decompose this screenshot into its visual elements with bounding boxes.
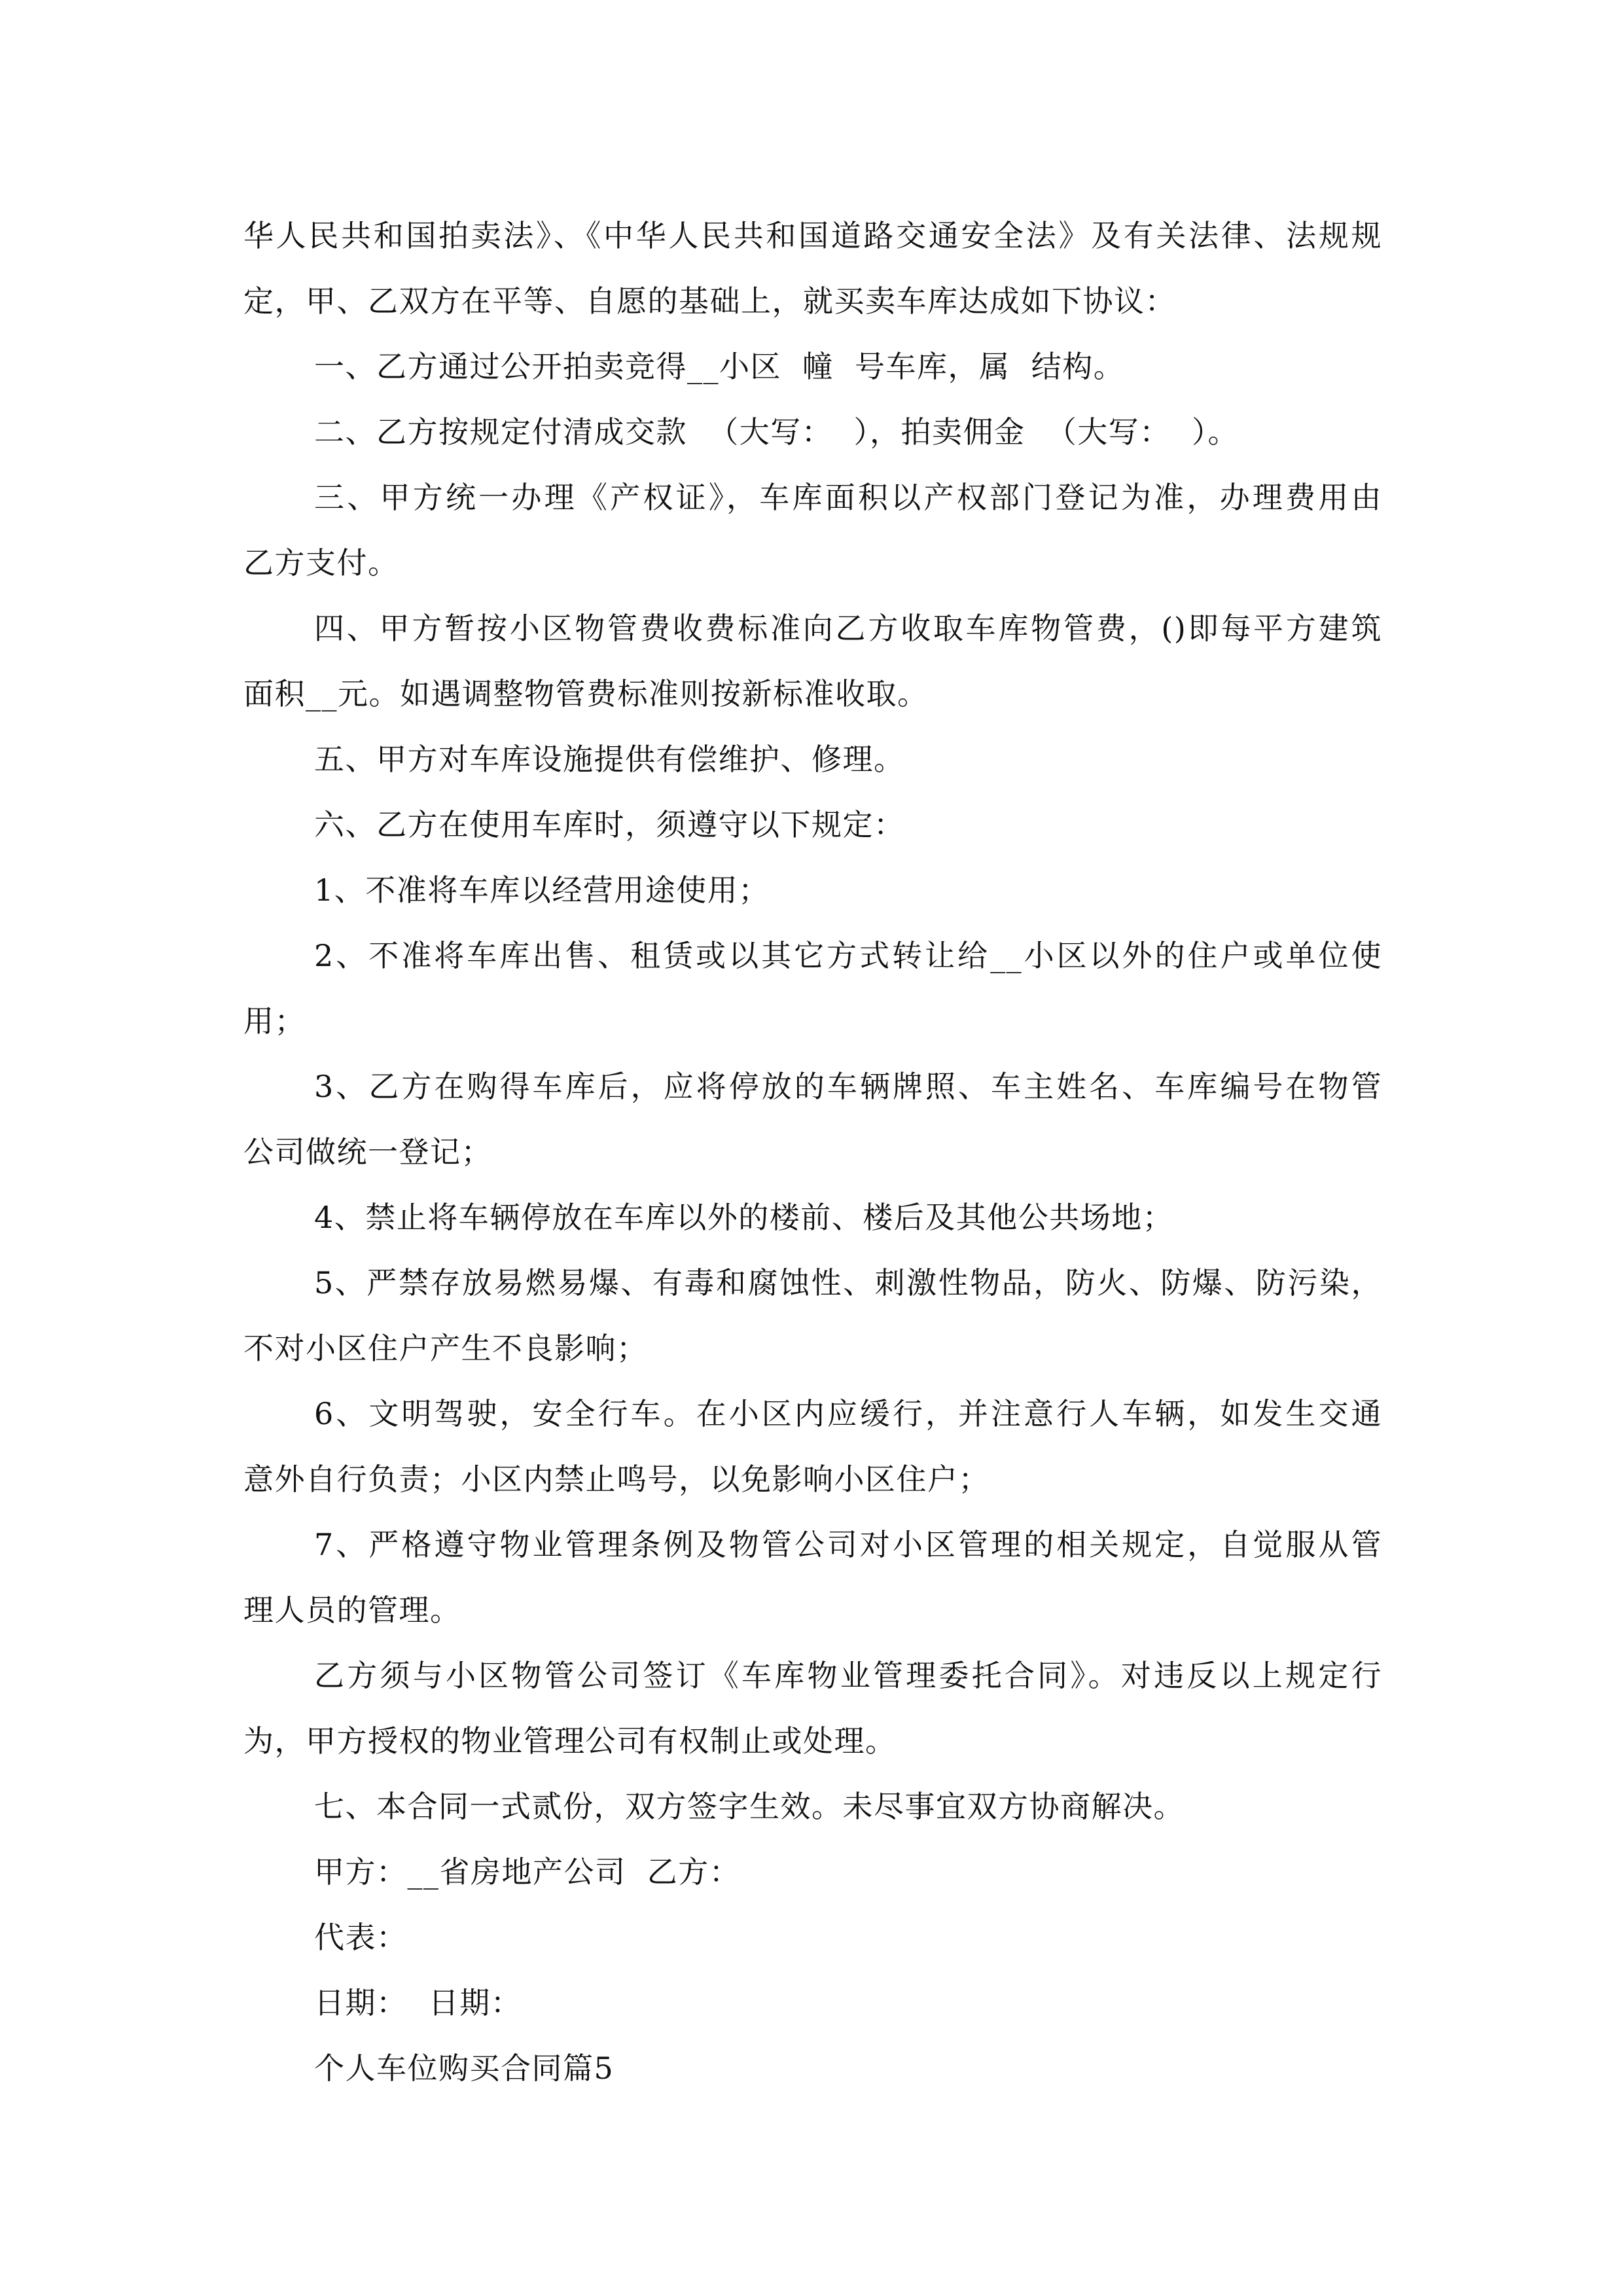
rule-3-continued: 公司做统一登记； (243, 1134, 492, 1170)
management-contract-note: 乙方须与小区物管公司签订《车库物业管理委托合同》。对违反以上规定行 (314, 1658, 1382, 1693)
date-line: 日期： 日期： (314, 1985, 522, 2020)
rule-2-continued: 用； (243, 1003, 306, 1039)
clause-7: 七、本合同一式贰份，双方签字生效。未尽事宜双方协商解决。 (314, 1789, 1185, 1824)
clause-6: 六、乙方在使用车库时，须遵守以下规定： (314, 807, 905, 842)
clause-4: 四、甲方暂按小区物管费收费标准向乙方收取车库物管费，()即每平方建筑 (314, 611, 1382, 646)
rule-7-continued: 理人员的管理。 (243, 1592, 461, 1628)
rule-5: 5、严禁存放易燃易爆、有毒和腐蚀性、刺激性物品，防火、防爆、防污染， (314, 1265, 1382, 1300)
text-line: 定，甲、乙双方在平等、自愿的基础上，就买卖车库达成如下协议： (243, 283, 1176, 319)
clause-3-continued: 乙方支付。 (243, 545, 399, 581)
rule-4: 4、禁止将车辆停放在车库以外的楼前、楼后及其他公共场地； (314, 1200, 1174, 1235)
representative-line: 代表： (314, 1920, 408, 1955)
rule-3: 3、乙方在购得车库后，应将停放的车辆牌照、车主姓名、车库编号在物管 (314, 1069, 1382, 1104)
clause-4-continued: 面积__元。如遇调整物管费标准则按新标准收取。 (243, 676, 929, 711)
rule-7: 7、严格遵守物业管理条例及物管公司对小区管理的相关规定，自觉服从管 (314, 1527, 1382, 1562)
party-signatures: 甲方：__省房地产公司 乙方： (314, 1854, 741, 1890)
clause-1: 一、乙方通过公开拍卖竞得__小区 幢 号车库，属 结构。 (314, 349, 1125, 384)
document-body (243, 203, 1382, 2101)
rule-5-continued: 不对小区住户产生不良影响； (243, 1331, 648, 1366)
rule-2: 2、不准将车库出售、租赁或以其它方式转让给__小区以外的住户或单位使 (314, 938, 1382, 973)
clause-3: 三、甲方统一办理《产权证》，车库面积以产权部门登记为准，办理费用由 (314, 480, 1382, 515)
rule-6: 6、文明驾驶，安全行车。在小区内应缓行，并注意行人车辆，如发生交通 (314, 1396, 1382, 1431)
rule-6-continued: 意外自行负责；小区内禁止鸣号，以免影响小区住户； (243, 1462, 990, 1497)
next-section-title: 个人车位购买合同篇5 (314, 2051, 615, 2086)
clause-2: 二、乙方按规定付清成交款 （大写： ），拍卖佣金 （大写： ）。 (314, 414, 1239, 450)
clause-5: 五、甲方对车库设施提供有偿维护、修理。 (314, 742, 905, 777)
rule-1: 1、不准将车库以经营用途使用； (314, 872, 770, 908)
management-contract-note-continued: 为，甲方授权的物业管理公司有权制止或处理。 (243, 1723, 897, 1759)
text-line: 华人民共和国拍卖法》、《中华人民共和国道路交通安全法》及有关法律、法规规 (243, 218, 1382, 253)
